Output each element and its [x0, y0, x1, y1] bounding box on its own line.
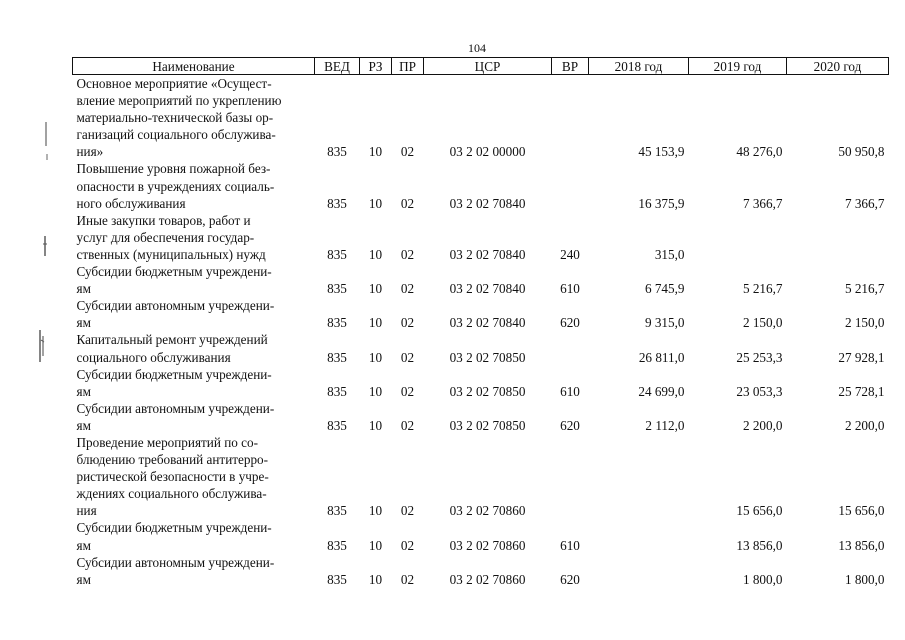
- cell-name: [73, 297, 315, 331]
- table-row: [73, 297, 889, 331]
- cell-2019: 25 253,3: [736, 349, 783, 365]
- cell-2020: 2 150,0: [844, 315, 885, 331]
- name-line: ям: [76, 281, 91, 297]
- cell-pr: 02: [400, 537, 415, 553]
- name-line: ждениях социального обслужива-: [76, 486, 267, 502]
- cell-2019: 2 150,0: [742, 315, 783, 331]
- name-line: Повышение уровня пожарной без-: [76, 161, 271, 177]
- cell-ved: 835: [327, 315, 347, 331]
- name-line: Субсидии автономным учреждени-: [76, 554, 275, 570]
- cell-2020: 15 656,0: [838, 503, 885, 519]
- cell-2018: 45 153,9: [638, 144, 685, 160]
- cell-2018: [589, 434, 689, 519]
- name-line: опасности в учреждениях социаль-: [76, 178, 275, 194]
- name-line: ственных (муниципальных) нужд: [76, 246, 266, 262]
- name-line: ния: [76, 503, 97, 519]
- cell-pr: 02: [400, 503, 415, 519]
- cell-csr: 03 2 02 70840: [449, 195, 526, 211]
- name-line: Субсидии бюджетным учреждени-: [76, 520, 272, 536]
- cell-vr: [552, 331, 589, 365]
- cell-ved: 835: [327, 246, 347, 262]
- cell-rz: 10: [368, 503, 383, 519]
- table-row: [73, 519, 889, 553]
- cell-2018: [589, 554, 689, 588]
- name-line: ристической безопасности в учре-: [76, 469, 269, 485]
- header-2020: 2020 год: [787, 58, 889, 75]
- header-2019: 2019 год: [689, 58, 787, 75]
- cell-pr: 02: [400, 417, 415, 433]
- header-csr: ЦСР: [424, 58, 552, 75]
- cell-vr: [552, 75, 589, 161]
- cell-vr: 610: [560, 383, 580, 399]
- cell-rz: 10: [368, 537, 383, 553]
- cell-2018: 26 811,0: [638, 349, 685, 365]
- name-line: вление мероприятий по укреплению: [76, 93, 282, 109]
- cell-vr: [552, 160, 589, 211]
- cell-ved: 835: [327, 383, 347, 399]
- cell-rz: 10: [368, 281, 383, 297]
- cell-vr: 240: [560, 246, 580, 262]
- name-line: ного обслуживания: [76, 195, 186, 211]
- cell-pr: 02: [400, 571, 415, 587]
- cell-ved: 835: [327, 195, 347, 211]
- cell-csr: 03 2 02 00000: [449, 144, 526, 160]
- cell-ved: 835: [327, 417, 347, 433]
- cell-2018: 16 375,9: [638, 195, 685, 211]
- cell-2020: 13 856,0: [838, 537, 885, 553]
- name-line: Субсидии бюджетным учреждени-: [76, 366, 272, 382]
- cell-name: [73, 75, 315, 161]
- cell-ved: 835: [327, 571, 347, 587]
- name-line: блюдению требований антитерро-: [76, 452, 269, 468]
- name-line: Капитальный ремонт учреждений: [76, 332, 268, 348]
- cell-vr: 610: [560, 281, 580, 297]
- page-number: 104: [468, 41, 486, 55]
- cell-csr: 03 2 02 70860: [449, 503, 526, 519]
- cell-2020: 25 728,1: [838, 383, 885, 399]
- cell-ved: 835: [327, 349, 347, 365]
- table-header-row: [73, 58, 889, 75]
- cell-2020: 50 950,8: [838, 144, 885, 160]
- name-line: Субсидии бюджетным учреждени-: [76, 264, 272, 280]
- cell-2018: 2 112,0: [645, 417, 685, 433]
- table-row: [73, 400, 889, 434]
- name-line: ям: [76, 383, 91, 399]
- cell-2019: 1 800,0: [742, 571, 783, 587]
- header-ved: ВЕД: [315, 58, 360, 75]
- cell-2019: 2 200,0: [742, 417, 783, 433]
- cell-csr: 03 2 02 70840: [449, 246, 526, 262]
- cell-name: [73, 519, 315, 553]
- cell-pr: 02: [400, 349, 415, 365]
- cell-pr: 02: [400, 246, 415, 262]
- header-vr: ВР: [552, 58, 589, 75]
- cell-2019: 5 216,7: [742, 281, 783, 297]
- table-row: [73, 160, 889, 211]
- header-rz: РЗ: [360, 58, 392, 75]
- cell-name: [73, 554, 315, 588]
- cell-vr: [552, 434, 589, 519]
- header-pr: ПР: [392, 58, 424, 75]
- cell-rz: 10: [368, 144, 383, 160]
- cell-2018: 6 745,9: [644, 281, 685, 297]
- cell-2019: 7 366,7: [742, 195, 783, 211]
- table-row: [73, 331, 889, 365]
- cell-2020: 5 216,7: [844, 281, 885, 297]
- name-line: Основное мероприятие «Осущест-: [76, 76, 272, 91]
- cell-2020: 7 366,7: [844, 195, 885, 211]
- table-row: [73, 263, 889, 297]
- name-line: ям: [76, 417, 91, 433]
- cell-rz: 10: [368, 195, 383, 211]
- cell-csr: 03 2 02 70840: [449, 281, 526, 297]
- cell-pr: 02: [400, 281, 415, 297]
- cell-vr: 620: [560, 315, 580, 331]
- table-body: [73, 75, 889, 588]
- cell-2018: 315,0: [654, 246, 685, 262]
- cell-2018: 9 315,0: [644, 315, 685, 331]
- header-2018: 2018 год: [589, 58, 689, 75]
- cell-2020: 2 200,0: [844, 417, 885, 433]
- cell-2020: [787, 212, 889, 263]
- header-name: Наименование: [73, 58, 315, 75]
- name-line: Субсидии автономным учреждени-: [76, 298, 275, 314]
- cell-2019: 48 276,0: [736, 144, 783, 160]
- name-line: ния»: [76, 144, 104, 160]
- cell-name: [73, 434, 315, 519]
- cell-csr: 03 2 02 70850: [449, 349, 526, 365]
- name-line: социального обслуживания: [76, 349, 231, 365]
- cell-2019: 13 856,0: [736, 537, 783, 553]
- cell-csr: 03 2 02 70860: [449, 537, 526, 553]
- cell-vr: 620: [560, 571, 580, 587]
- cell-rz: 10: [368, 383, 383, 399]
- cell-2020: 1 800,0: [844, 571, 885, 587]
- table-row: [73, 212, 889, 263]
- table-row: [73, 434, 889, 519]
- cell-rz: 10: [368, 571, 383, 587]
- table-row: [73, 554, 889, 588]
- cell-rz: 10: [368, 246, 383, 262]
- table-row: [73, 366, 889, 400]
- cell-csr: 03 2 02 70840: [449, 315, 526, 331]
- cell-2018: [589, 519, 689, 553]
- name-line: ям: [76, 571, 91, 587]
- table-row: [73, 75, 889, 161]
- name-line: Иные закупки товаров, работ и: [76, 212, 251, 228]
- cell-pr: 02: [400, 144, 415, 160]
- name-line: Субсидии автономным учреждени-: [76, 400, 275, 416]
- cell-csr: 03 2 02 70860: [449, 571, 526, 587]
- cell-pr: 02: [400, 315, 415, 331]
- cell-vr: 610: [560, 537, 580, 553]
- name-line: Проведение мероприятий по со-: [76, 434, 258, 450]
- name-line: услуг для обеспечения государ-: [76, 229, 255, 245]
- cell-csr: 03 2 02 70850: [449, 383, 526, 399]
- name-line: материально-технической базы ор-: [76, 110, 274, 126]
- name-line: ганизаций социального обслужива-: [76, 127, 276, 143]
- cell-ved: 835: [327, 144, 347, 160]
- cell-2018: 24 699,0: [638, 383, 685, 399]
- cell-name: [73, 212, 315, 263]
- cell-pr: 02: [400, 195, 415, 211]
- cell-pr: 02: [400, 383, 415, 399]
- cell-rz: 10: [368, 315, 383, 331]
- cell-name: [73, 160, 315, 211]
- cell-rz: 10: [368, 417, 383, 433]
- cell-ved: 835: [327, 537, 347, 553]
- cell-vr: 620: [560, 417, 580, 433]
- name-line: ям: [76, 537, 91, 553]
- budget-table: [72, 57, 889, 588]
- cell-name: [73, 331, 315, 365]
- cell-rz: 10: [368, 349, 383, 365]
- cell-2019: 23 053,3: [736, 383, 783, 399]
- cell-name: [73, 263, 315, 297]
- cell-csr: 03 2 02 70850: [449, 417, 526, 433]
- cell-2019: 15 656,0: [736, 503, 783, 519]
- cell-ved: 835: [327, 503, 347, 519]
- cell-2020: 27 928,1: [838, 349, 885, 365]
- name-line: ям: [76, 315, 91, 331]
- cell-2019: [689, 212, 787, 263]
- cell-ved: 835: [327, 281, 347, 297]
- cell-name: [73, 400, 315, 434]
- cell-name: [73, 366, 315, 400]
